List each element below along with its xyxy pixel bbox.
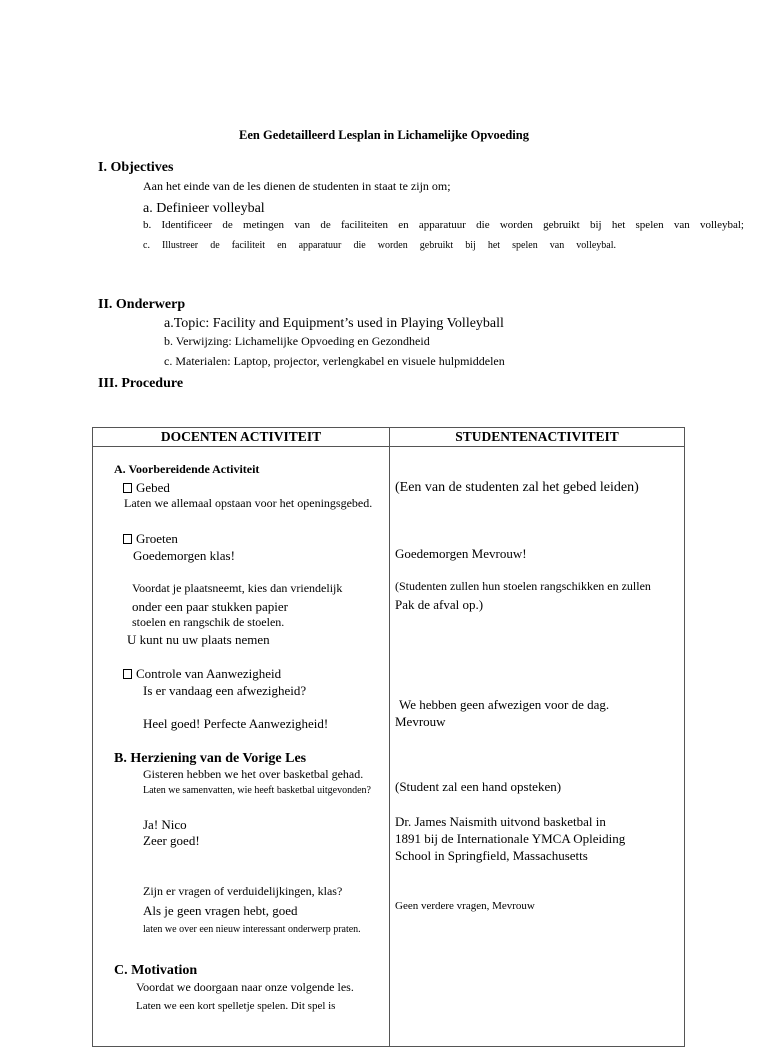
b-student-line-2: Dr. James Naismith uitvond basketbal in <box>395 814 606 829</box>
teacher-column-header: DOCENTEN ACTIVITEIT <box>160 429 322 444</box>
controle-item <box>123 667 281 682</box>
gebed-label: Gebed <box>136 480 170 495</box>
objective-a: a. Definieer volleybal <box>143 201 265 216</box>
student-column-header: STUDENTENACTIVITEIT <box>455 429 619 444</box>
b-teacher-line-7: laten we over een nieuw interessant onderwerp praten. <box>143 924 361 935</box>
procedure-heading: III. Procedure <box>98 376 184 391</box>
seat-teacher-line-1: Voordat je plaatsneemt, kies dan vriendelijk <box>132 581 343 595</box>
document-title: Een Gedetailleerd Lesplan in Lichamelijke Opvoeding <box>239 128 529 142</box>
gebed-teacher-text: Laten we allemaal opstaan voor het openingsgebed. <box>124 496 373 510</box>
b-teacher-line-5: Zijn er vragen of verduidelijkingen, klas? <box>143 884 343 898</box>
b-teacher-line-4: Zeer goed! <box>143 833 200 848</box>
checkbox-bullet-icon <box>123 534 132 544</box>
b-teacher-line-1: Gisteren hebben we het over basketbal gehad. <box>143 767 364 781</box>
section-b-heading: B. Herziening van de Vorige Les <box>114 751 307 766</box>
b-student-line-1: (Student zal een hand opsteken) <box>395 779 562 794</box>
seat-student-line-2: Pak de afval op.) <box>395 597 484 612</box>
seat-teacher-line-3: stoelen en rangschik de stoelen. <box>132 615 285 629</box>
objectives-heading: I. Objectives <box>98 160 174 175</box>
seat-teacher-line-4: U kunt nu uw plaats nemen <box>127 632 270 647</box>
b-teacher-line-3: Ja! Nico <box>143 817 187 832</box>
b-student-line-3: 1891 bij de Internationale YMCA Opleiding <box>395 831 626 846</box>
objective-c: c. Illustreer de faciliteit en apparatuur die worden gebruikt bij het spelen van volleybal. <box>143 240 616 251</box>
b-student-line-4: School in Springfield, Massachusetts <box>395 848 588 863</box>
b-teacher-line-2: Laten we samenvatten, wie heeft basketbal uitgevonden? <box>143 785 371 796</box>
controle-label: Controle van Aanwezigheid <box>136 666 282 681</box>
seat-teacher-line-2: onder een paar stukken papier <box>132 599 288 614</box>
onderwerp-verwijzing: b. Verwijzing: Lichamelijke Opvoeding en Gezondheid <box>164 334 430 348</box>
section-c-heading: C. Motivation <box>114 963 198 978</box>
controle-teacher-question: Is er vandaag een afwezigheid? <box>143 683 307 698</box>
seat-student-line-1: (Studenten zullen hun stoelen rangschikken en zullen <box>395 579 651 593</box>
groeten-student-text: Goedemorgen Mevrouw! <box>395 546 527 561</box>
controle-student-line-2: Mevrouw <box>395 714 446 729</box>
checkbox-bullet-icon <box>123 669 132 679</box>
controle-student-line-1: We hebben geen afwezigen voor de dag. <box>399 697 610 712</box>
objectives-intro: Aan het einde van de les dienen de studenten in staat te zijn om; <box>143 179 451 193</box>
objective-b: b. Identificeer de metingen van de faciliteiten en apparatuur die worden gebruikt bij het spelen van volleybal; <box>143 219 744 231</box>
section-a-heading: A. Voorbereidende Activiteit <box>114 462 260 476</box>
b-student-line-5: Geen verdere vragen, Mevrouw <box>395 900 535 912</box>
onderwerp-materialen: c. Materialen: Laptop, projector, verlengkabel en visuele hulpmiddelen <box>164 354 505 368</box>
gebed-student-text: (Een van de studenten zal het gebed leiden) <box>395 480 639 495</box>
groeten-teacher-text: Goedemorgen klas! <box>133 548 235 563</box>
groeten-label: Groeten <box>136 531 178 546</box>
gebed-item <box>123 481 170 496</box>
controle-teacher-response: Heel goed! Perfecte Aanwezigheid! <box>143 716 329 731</box>
c-teacher-line-1: Voordat we doorgaan naar onze volgende les. <box>136 980 354 994</box>
procedure-table <box>92 427 685 1047</box>
onderwerp-heading: II. Onderwerp <box>98 297 186 312</box>
header-divider <box>93 446 684 447</box>
column-divider <box>389 428 390 1046</box>
b-teacher-line-6: Als je geen vragen hebt, goed <box>143 903 298 918</box>
checkbox-bullet-icon <box>123 483 132 493</box>
groeten-item <box>123 532 178 547</box>
c-teacher-line-2: Laten we een kort spelletje spelen. Dit spel is <box>136 1000 336 1012</box>
onderwerp-topic: a.Topic: Facility and Equipment’s used in Playing Volleyball <box>164 316 504 331</box>
